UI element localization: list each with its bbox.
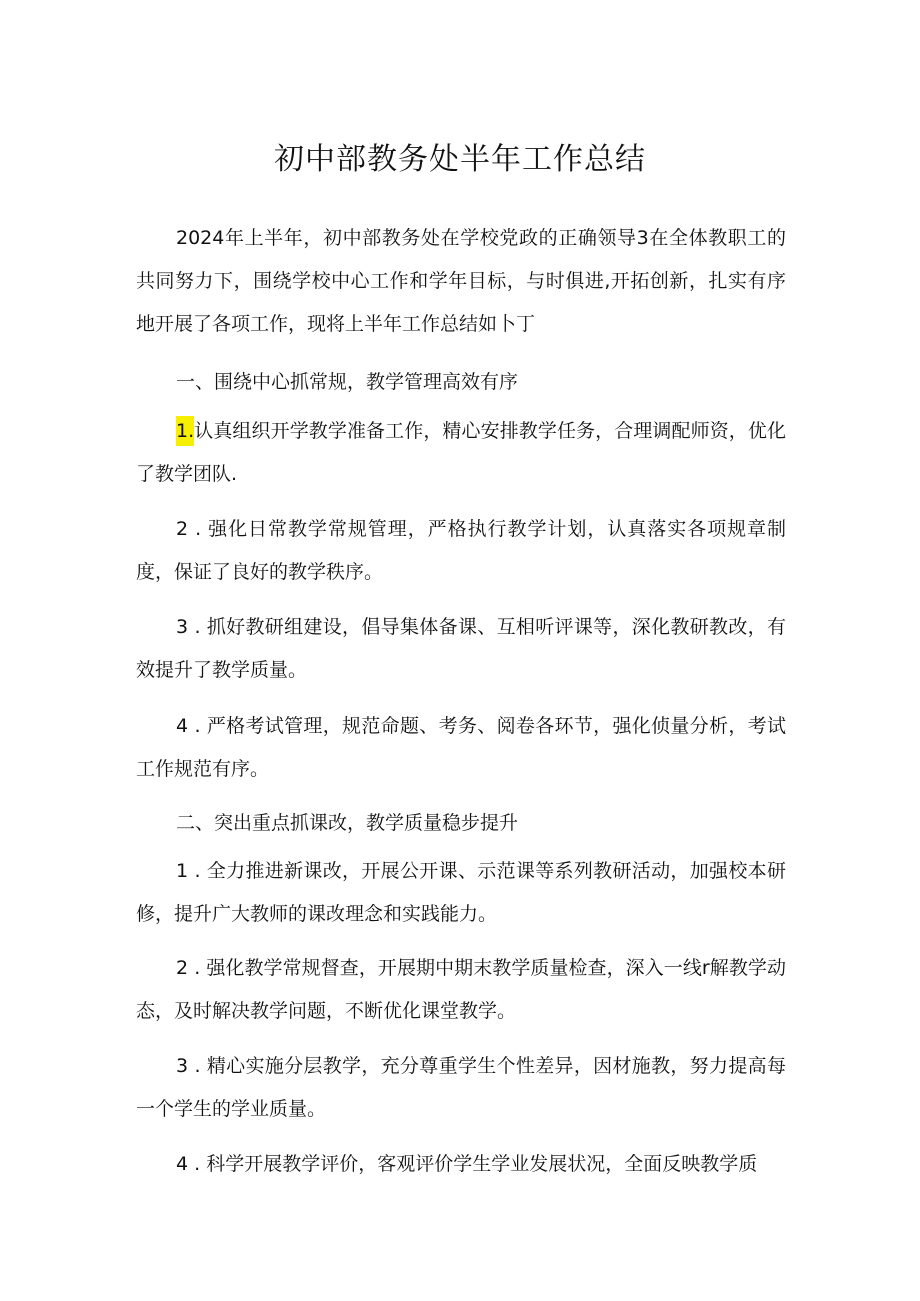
section-2-item-2: 2 . 强化教学常规督查，开展期中期末教学质量检查，深入一线r解教学动态，及时解决教学问题，不断优化课堂教学。 [136,957,786,1022]
section-2-item-3: 3 . 精心实施分层教学，充分尊重学生个性差异，因材施教，努力提高每一个学生的学业质量。 [136,1055,786,1120]
document-title: 初中部教务处半年工作总结 [274,142,646,177]
section-2-item-4: 4 . 科学开展教学评价，客观评价学生学业发展状况，全面反映教学质 [176,1153,758,1175]
intro-paragraph: 2024年上半年，初中部教务处在学校党政的正确领导3在全体教职工的共同努力下，围绕学校中心工作和学年目标，与时俱进,开拓创新，扎实有序地开展了各项工作，现将上半年工作总结如卜丁 [136,227,786,335]
section-1-item-2: 2 . 强化日常教学常规管理，严格执行教学计划，认真落实各项规章制度，保证了良好的教学秩序。 [136,518,786,583]
section-1-item-4: 4 . 严格考试管理，规范命题、考务、阅卷各环节，强化侦量分析，考试工作规范有序。 [136,715,786,780]
section-1-item-3: 3 . 抓好教研组建设，倡导集体备课、互相听评课等，深化教研教改，有效提升了教学质量。 [136,616,786,681]
section-1-heading: 一、围绕中心抓常规，教学管理高效有序 [176,371,519,393]
section-2-heading: 二、突出重点抓课改，教学质量稳步提升 [176,812,519,834]
section-1-item-1 [136,410,786,496]
highlighted-item-number: 1. [176,416,194,446]
section-1-item-1-text: 认真组织开学教学准备工作，精心安排教学任务，合理调配师资，优化了教学团队. [136,420,786,485]
section-2-item-1: 1 . 全力推进新课改，开展公开课、示范课等系列教研活动，加强校本研修，提升广大教师的课改理念和实践能力。 [136,860,786,925]
